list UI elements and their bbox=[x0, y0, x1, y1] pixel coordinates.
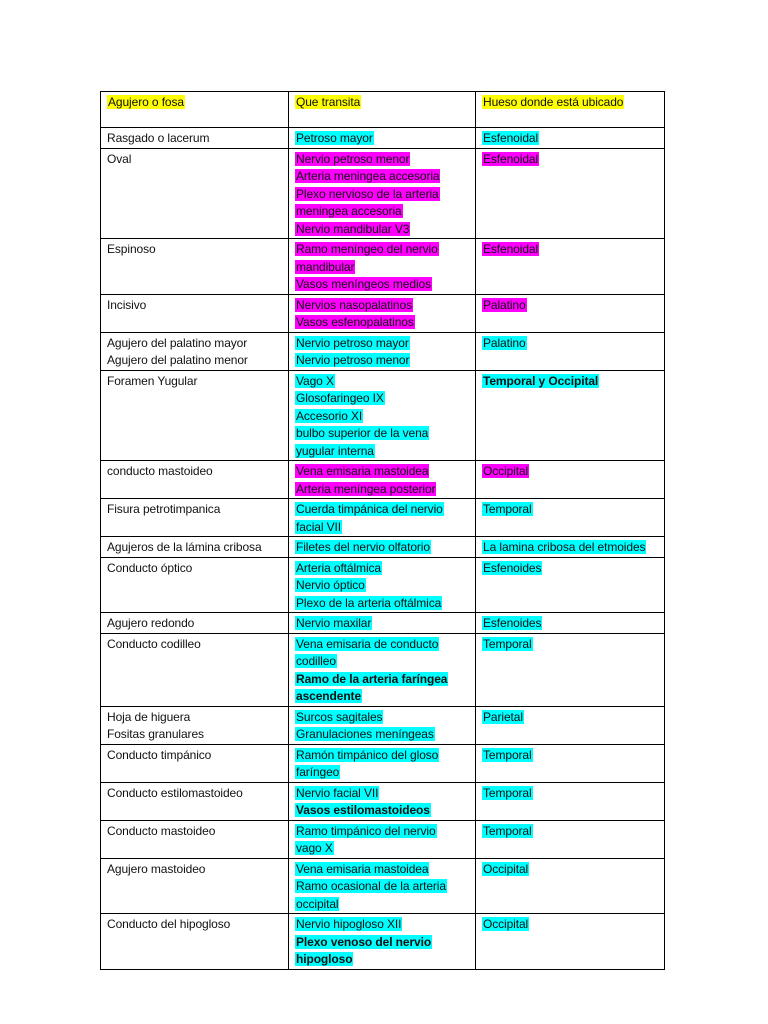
transit-text-line bbox=[295, 878, 469, 896]
cell-hole bbox=[101, 613, 289, 634]
hole-name: Conducto estilomastoideo bbox=[107, 785, 243, 800]
bone-text: Esfenoides bbox=[483, 616, 542, 630]
hole-name: Conducto del hipogloso bbox=[107, 917, 231, 931]
bone-text: La lamina cribosa del etmoides bbox=[483, 540, 646, 554]
cell-bone bbox=[476, 858, 665, 914]
cell-bone bbox=[476, 557, 665, 613]
transit-text-line bbox=[295, 276, 469, 294]
transit-text: Vasos esfenopalatinos bbox=[296, 315, 414, 329]
bone-text: Temporal bbox=[483, 785, 532, 800]
bone-text: Esfenoidal bbox=[483, 151, 539, 166]
table-row bbox=[101, 148, 665, 239]
cell-transit bbox=[289, 537, 476, 558]
transit-text-line bbox=[295, 408, 469, 426]
transit-text: Ramo de la arteria faríngea bbox=[296, 671, 448, 686]
foramina-table bbox=[100, 91, 665, 970]
header-label-transit: Que transita bbox=[296, 95, 361, 109]
transit-text: facial VII bbox=[296, 519, 342, 534]
cell-bone bbox=[476, 332, 665, 370]
hole-name: Conducto óptico bbox=[107, 560, 193, 575]
cell-hole bbox=[101, 370, 289, 461]
table-row bbox=[101, 613, 665, 634]
table-row bbox=[101, 820, 665, 858]
transit-text: Nervio mandibular V3 bbox=[296, 221, 410, 236]
hole-name: Agujero del palatino mayor bbox=[107, 335, 248, 350]
transit-text-line bbox=[295, 951, 469, 969]
transit-text-line bbox=[295, 221, 469, 239]
cell-bone bbox=[476, 744, 665, 782]
hole-name: Agujero del palatino menor bbox=[107, 353, 248, 367]
table-header-row bbox=[101, 92, 665, 128]
hole-name: Hoja de higuera bbox=[107, 709, 191, 724]
cell-transit bbox=[289, 633, 476, 706]
transit-text-line bbox=[295, 802, 469, 820]
cell-bone bbox=[476, 706, 665, 744]
bone-text: Temporal y Occipital bbox=[483, 373, 599, 388]
transit-text-line bbox=[295, 709, 469, 727]
header-label-bone: Hueso donde está ubicado bbox=[483, 95, 624, 109]
cell-bone bbox=[476, 499, 665, 537]
cell-transit bbox=[289, 858, 476, 914]
transit-text-line bbox=[295, 519, 469, 537]
transit-text-line bbox=[295, 539, 469, 557]
cell-transit bbox=[289, 461, 476, 499]
transit-text: Vasos meníngeos medios bbox=[296, 277, 431, 291]
transit-text-line bbox=[295, 861, 469, 879]
hole-name: Agujero mastoideo bbox=[107, 861, 206, 876]
cell-hole bbox=[101, 128, 289, 149]
hole-name: Oval bbox=[107, 151, 132, 166]
transit-text: meningea accesoria bbox=[296, 204, 402, 218]
transit-text: Nervio facial VII bbox=[296, 785, 379, 800]
cell-bone bbox=[476, 148, 665, 239]
cell-transit bbox=[289, 914, 476, 970]
table-row bbox=[101, 239, 665, 295]
hole-name: Fositas granulares bbox=[107, 727, 204, 741]
transit-text: Nervio maxilar bbox=[296, 616, 372, 630]
hole-name: Fisura petrotimpanica bbox=[107, 502, 221, 516]
bone-text-line bbox=[482, 709, 658, 727]
table-row bbox=[101, 499, 665, 537]
transit-text: Nervio petroso mayor bbox=[296, 335, 409, 350]
bone-text-line bbox=[482, 747, 658, 765]
bone-text-line bbox=[482, 241, 658, 259]
transit-text-line bbox=[295, 259, 469, 277]
transit-text-line bbox=[295, 297, 469, 315]
bone-text-line bbox=[482, 501, 658, 519]
table-row bbox=[101, 744, 665, 782]
bone-text-line bbox=[482, 539, 658, 557]
cell-hole bbox=[101, 858, 289, 914]
transit-text: Ramo timpánico del nervio bbox=[296, 823, 436, 838]
table-row bbox=[101, 370, 665, 461]
transit-text: bulbo superior de la vena bbox=[296, 426, 429, 440]
bone-text: Temporal bbox=[483, 502, 532, 516]
cell-hole bbox=[101, 782, 289, 820]
hole-name: Foramen Yugular bbox=[107, 373, 198, 388]
bone-text-line bbox=[482, 151, 658, 169]
bone-text: Temporal bbox=[483, 823, 532, 838]
bone-text-line bbox=[482, 373, 658, 391]
cell-bone bbox=[476, 239, 665, 295]
cell-hole bbox=[101, 820, 289, 858]
transit-text-line bbox=[295, 203, 469, 221]
transit-text: Arteria meníngea posterior bbox=[296, 481, 436, 496]
cell-hole bbox=[101, 499, 289, 537]
cell-hole bbox=[101, 294, 289, 332]
bone-text-line bbox=[482, 916, 658, 934]
transit-text: Nervio hipogloso XII bbox=[296, 917, 402, 931]
transit-text: Glosofaringeo IX bbox=[296, 391, 384, 405]
cell-hole bbox=[101, 557, 289, 613]
cell-transit bbox=[289, 332, 476, 370]
hole-name: Espinoso bbox=[107, 242, 156, 256]
cell-hole bbox=[101, 633, 289, 706]
transit-text: codilleo bbox=[296, 654, 336, 668]
transit-text: Ramo ocasional de la arteria bbox=[296, 879, 446, 893]
bone-text: Temporal bbox=[483, 636, 532, 651]
transit-text-line bbox=[295, 840, 469, 858]
transit-text: mandibular bbox=[296, 259, 355, 274]
cell-transit bbox=[289, 557, 476, 613]
table-body bbox=[101, 92, 665, 970]
bone-text: Esfenoidal bbox=[483, 131, 539, 145]
table-row bbox=[101, 633, 665, 706]
cell-bone bbox=[476, 633, 665, 706]
transit-text-line bbox=[295, 241, 469, 259]
bone-text: Esfenoides bbox=[483, 560, 542, 575]
header-cell-hole bbox=[101, 92, 289, 128]
transit-text-line bbox=[295, 314, 469, 332]
table-row bbox=[101, 782, 665, 820]
transit-text: Cuerda timpánica del nervio bbox=[296, 502, 443, 516]
transit-text: Vasos estilomastoideos bbox=[296, 803, 430, 817]
transit-text-line bbox=[295, 130, 469, 148]
hole-name: Incisivo bbox=[107, 297, 147, 312]
transit-text: ascendente bbox=[296, 689, 362, 703]
transit-text-line bbox=[295, 577, 469, 595]
transit-text: Nervios nasopalatinos bbox=[296, 297, 412, 312]
cell-hole bbox=[101, 914, 289, 970]
hole-name: Rasgado o lacerum bbox=[107, 131, 210, 145]
bone-text: Parietal bbox=[483, 709, 523, 724]
header-label-hole: Agujero o fosa bbox=[108, 95, 184, 109]
transit-text-line bbox=[295, 373, 469, 391]
bone-text-line bbox=[482, 823, 658, 841]
bone-text-line bbox=[482, 861, 658, 879]
transit-text: Nervio petroso menor bbox=[296, 151, 410, 166]
hole-name: Agujeros de la lámina cribosa bbox=[107, 540, 262, 554]
bone-text: Occipital bbox=[483, 464, 529, 478]
transit-text-line bbox=[295, 747, 469, 765]
cell-hole bbox=[101, 744, 289, 782]
transit-text-line bbox=[295, 463, 469, 481]
transit-text: Granulaciones meníngeas bbox=[296, 727, 434, 741]
transit-text-line bbox=[295, 764, 469, 782]
hole-name: Conducto timpánico bbox=[107, 747, 212, 762]
cell-hole bbox=[101, 706, 289, 744]
table-row bbox=[101, 914, 665, 970]
transit-text: occipital bbox=[296, 896, 339, 911]
transit-text: yugular interna bbox=[296, 443, 374, 458]
transit-text: Surcos sagitales bbox=[296, 709, 383, 724]
transit-text-line bbox=[295, 443, 469, 461]
header-cell-bone bbox=[476, 92, 665, 128]
cell-transit bbox=[289, 499, 476, 537]
table-row bbox=[101, 294, 665, 332]
cell-bone bbox=[476, 782, 665, 820]
transit-text: Vena emisaria de conducto bbox=[296, 636, 439, 651]
cell-bone bbox=[476, 294, 665, 332]
bone-text: Palatino bbox=[483, 335, 526, 350]
transit-text: Vago X bbox=[296, 373, 334, 388]
transit-text-line bbox=[295, 671, 469, 689]
transit-text-line bbox=[295, 501, 469, 519]
cell-bone bbox=[476, 914, 665, 970]
transit-text-line bbox=[295, 390, 469, 408]
transit-text-line bbox=[295, 481, 469, 499]
transit-text-line bbox=[295, 785, 469, 803]
transit-text-line bbox=[295, 916, 469, 934]
transit-text-line bbox=[295, 352, 469, 370]
transit-text: Ramón timpánico del gloso bbox=[296, 747, 439, 762]
cell-hole bbox=[101, 461, 289, 499]
cell-hole bbox=[101, 332, 289, 370]
bone-text-line bbox=[482, 636, 658, 654]
cell-bone bbox=[476, 537, 665, 558]
transit-text: Accesorio XI bbox=[296, 408, 363, 423]
cell-bone bbox=[476, 820, 665, 858]
transit-text-line bbox=[295, 823, 469, 841]
bone-text: Esfenoidal bbox=[483, 242, 539, 256]
transit-text-line bbox=[295, 595, 469, 613]
cell-hole bbox=[101, 537, 289, 558]
bone-text-line bbox=[482, 297, 658, 315]
hole-name: Conducto codilleo bbox=[107, 636, 201, 651]
cell-transit bbox=[289, 744, 476, 782]
bone-text-line bbox=[482, 130, 658, 148]
cell-transit bbox=[289, 706, 476, 744]
header-cell-transit bbox=[289, 92, 476, 128]
cell-transit bbox=[289, 370, 476, 461]
bone-text-line bbox=[482, 335, 658, 353]
transit-text-line bbox=[295, 335, 469, 353]
transit-text: Plexo de la arteria oftálmica bbox=[296, 595, 442, 610]
bone-text-line bbox=[482, 560, 658, 578]
transit-text-line bbox=[295, 726, 469, 744]
transit-text: faríngeo bbox=[296, 765, 340, 779]
transit-text: vago X bbox=[296, 841, 333, 855]
transit-text-line bbox=[295, 688, 469, 706]
bone-text: Occipital bbox=[483, 917, 529, 931]
cell-transit bbox=[289, 294, 476, 332]
cell-transit bbox=[289, 820, 476, 858]
transit-text-line bbox=[295, 653, 469, 671]
cell-transit bbox=[289, 782, 476, 820]
transit-text-line bbox=[295, 615, 469, 633]
table-row bbox=[101, 706, 665, 744]
table-row bbox=[101, 128, 665, 149]
hole-name: Agujero redondo bbox=[107, 616, 195, 630]
transit-text: hipogloso bbox=[296, 952, 353, 966]
hole-name: conducto mastoideo bbox=[107, 464, 213, 478]
bone-text: Palatino bbox=[483, 297, 526, 312]
transit-text-line bbox=[295, 151, 469, 169]
transit-text: Vena emisaria mastoidea bbox=[296, 464, 429, 478]
transit-text: Filetes del nervio olfatorio bbox=[296, 540, 430, 554]
transit-text-line bbox=[295, 636, 469, 654]
transit-text: Plexo venoso del nervio bbox=[296, 934, 432, 949]
cell-bone bbox=[476, 461, 665, 499]
cell-transit bbox=[289, 613, 476, 634]
hole-name: Conducto mastoideo bbox=[107, 823, 216, 838]
transit-text: Arteria oftálmica bbox=[296, 560, 381, 575]
transit-text-line bbox=[295, 934, 469, 952]
transit-text: Arteria meningea accesoria bbox=[296, 169, 440, 183]
table-row bbox=[101, 332, 665, 370]
bone-text-line bbox=[482, 785, 658, 803]
transit-text: Nervio petroso menor bbox=[296, 353, 410, 367]
transit-text-line bbox=[295, 186, 469, 204]
table-row bbox=[101, 858, 665, 914]
table-row bbox=[101, 461, 665, 499]
transit-text-line bbox=[295, 896, 469, 914]
table-row bbox=[101, 557, 665, 613]
transit-text: Nervio óptico bbox=[296, 578, 365, 592]
cell-bone bbox=[476, 370, 665, 461]
cell-transit bbox=[289, 148, 476, 239]
cell-bone bbox=[476, 128, 665, 149]
transit-text: Vena emisaria mastoidea bbox=[296, 861, 429, 876]
cell-transit bbox=[289, 128, 476, 149]
bone-text: Temporal bbox=[483, 747, 532, 762]
cell-hole bbox=[101, 239, 289, 295]
bone-text-line bbox=[482, 615, 658, 633]
transit-text-line bbox=[295, 425, 469, 443]
transit-text: Ramo meníngeo del nervio bbox=[296, 242, 438, 256]
table-row bbox=[101, 537, 665, 558]
transit-text: Petroso mayor bbox=[296, 131, 373, 145]
bone-text: Occipital bbox=[483, 861, 529, 876]
cell-transit bbox=[289, 239, 476, 295]
bone-text-line bbox=[482, 463, 658, 481]
transit-text: Plexo nervioso de la arteria bbox=[296, 186, 439, 201]
transit-text-line bbox=[295, 560, 469, 578]
cell-hole bbox=[101, 148, 289, 239]
transit-text-line bbox=[295, 168, 469, 186]
cell-bone bbox=[476, 613, 665, 634]
